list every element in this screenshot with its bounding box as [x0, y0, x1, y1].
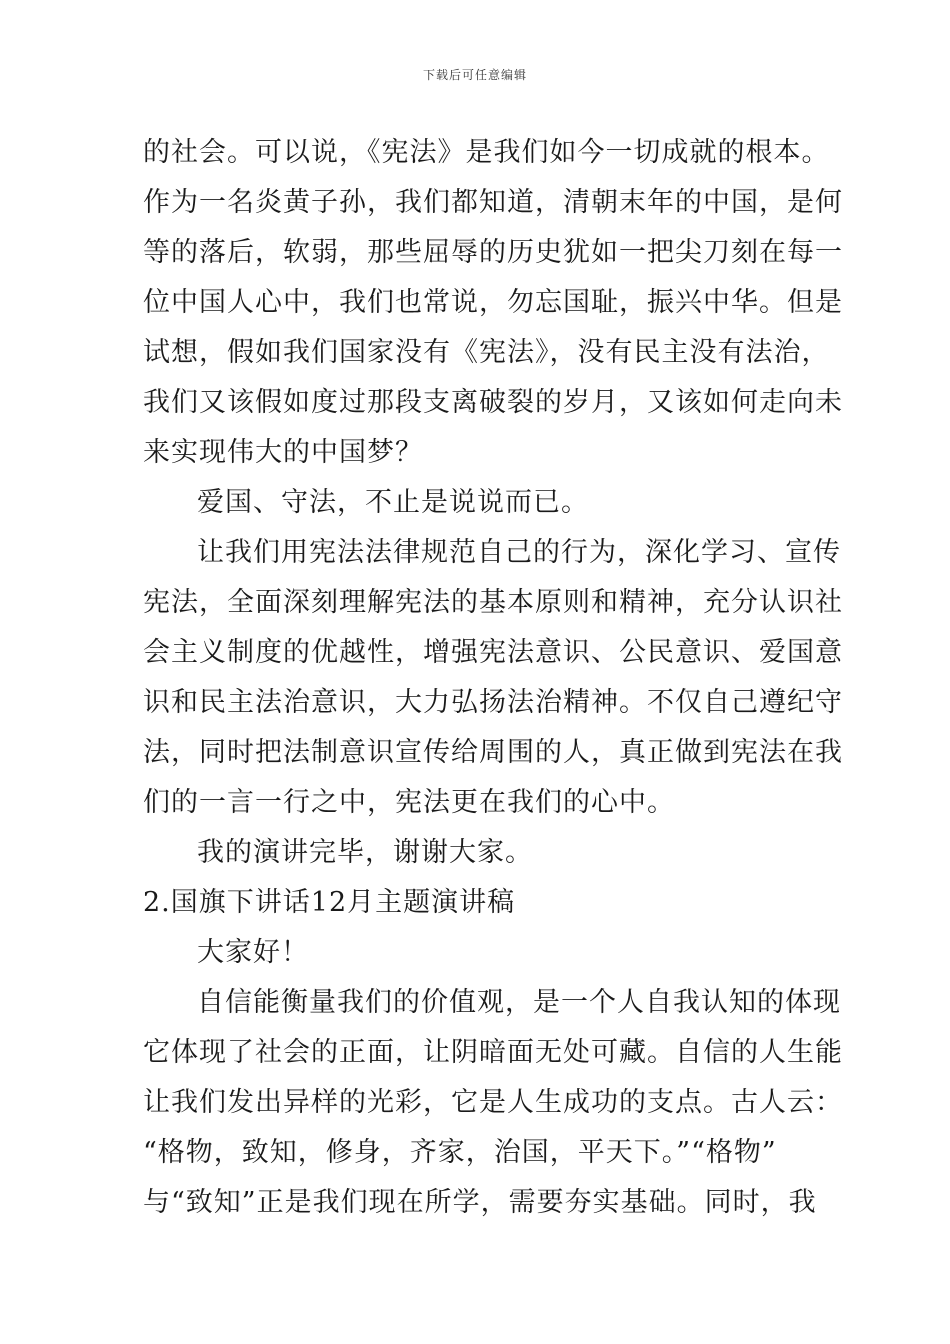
- text-line: 宪法，全面深刻理解宪法的基本原则和精神，充分认识社: [143, 587, 843, 618]
- text-line: 来实现伟大的中国梦？: [143, 437, 423, 468]
- greeting-line: 大家好！: [197, 937, 309, 968]
- text-line: 让我们发出异样的光彩，它是人生成功的支点。古人云：: [143, 1087, 843, 1118]
- text-line: 会主义制度的优越性，增强宪法意识、公民意识、爱国意: [143, 637, 843, 668]
- text-line: 们的一言一行之中，宪法更在我们的心中。: [143, 787, 675, 818]
- text-line: 位中国人心中，我们也常说，勿忘国耻，振兴中华。但是: [143, 287, 843, 318]
- text-line: “格物，致知，修身，齐家，治国，平天下。”“格物”: [143, 1137, 777, 1168]
- paragraph-start-line: 爱国、守法，不止是说说而已。: [197, 487, 589, 518]
- text-line: 它体现了社会的正面，让阴暗面无处可藏。自信的人生能: [143, 1037, 843, 1068]
- body-text: [143, 128, 843, 1228]
- text-line: 等的落后，软弱，那些屈辱的历史犹如一把尖刀刻在每一: [143, 237, 843, 268]
- text-line: 的社会。可以说，《宪法》是我们如今一切成就的根本。: [143, 137, 830, 168]
- section-heading: 2.国旗下讲话12月主题演讲稿: [143, 887, 516, 918]
- paragraph-start-line: 让我们用宪法法律规范自己的行为，深化学习、宣传: [197, 537, 841, 568]
- text-line: 法，同时把法制意识宣传给周围的人，真正做到宪法在我: [143, 737, 843, 768]
- paragraph-start-line: 自信能衡量我们的价值观，是一个人自我认知的体现: [197, 987, 841, 1018]
- text-line: 试想，假如我们国家没有《宪法》，没有民主没有法治，: [143, 337, 830, 368]
- header-note: 下载后可任意编辑: [422, 68, 527, 82]
- text-line: 作为一名炎黄子孙，我们都知道，清朝末年的中国，是何: [143, 187, 843, 218]
- text-line: 识和民主法治意识，大力弘扬法治精神。不仅自己遵纪守: [143, 687, 843, 718]
- paragraph-start-line: 我的演讲完毕，谢谢大家。: [197, 837, 533, 868]
- text-line: 与“致知”正是我们现在所学，需要夯实基础。同时，我: [143, 1187, 817, 1218]
- text-line: 我们又该假如度过那段支离破裂的岁月，又该如何走向未: [143, 387, 843, 418]
